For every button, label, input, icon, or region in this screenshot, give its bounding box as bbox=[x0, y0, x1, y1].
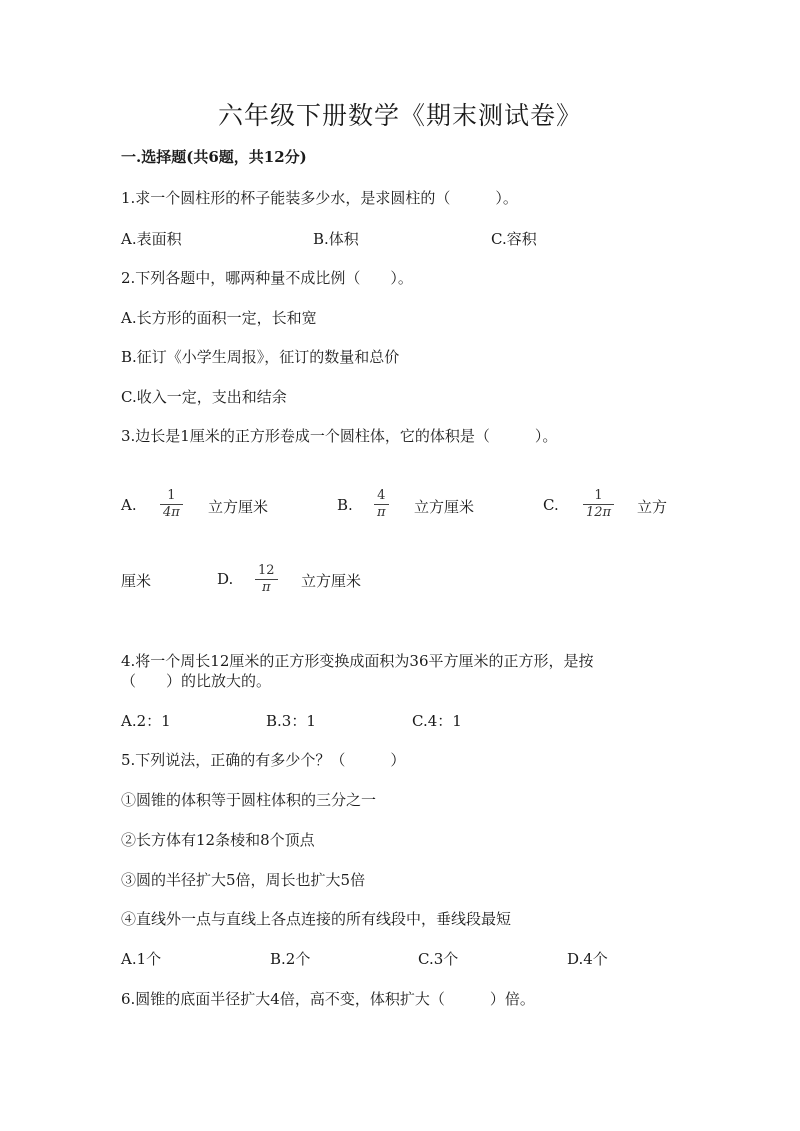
question-5-statement-1: ①圆锥的体积等于圆柱体积的三分之一 bbox=[121, 791, 377, 809]
question-4-stem-line-1: 4.将一个周长12厘米的正方形变换成面积为36平方厘米的正方形，是按 bbox=[121, 652, 594, 670]
question-3-option-d-letter: D. bbox=[217, 570, 234, 588]
question-4-option-a: A.2：1 bbox=[121, 712, 171, 730]
question-3-option-c-fraction bbox=[583, 488, 614, 521]
question-1-option-a: A.表面积 bbox=[121, 230, 182, 248]
fraction-numerator: 1 bbox=[594, 488, 603, 503]
question-5-option-a: A.1个 bbox=[121, 950, 162, 968]
question-1-stem: 1.求一个圆柱形的杯子能装多少水，是求圆柱的（ ）。 bbox=[121, 189, 518, 207]
question-3-option-a-unit: 立方厘米 bbox=[208, 498, 269, 516]
page-title: 六年级下册数学《期末测试卷》 bbox=[217, 101, 582, 130]
question-3-option-c-unit-wrap: 厘米 bbox=[121, 572, 152, 590]
question-3-option-b-unit: 立方厘米 bbox=[414, 498, 475, 516]
question-4-option-b: B.3：1 bbox=[266, 712, 316, 730]
fraction-numerator: 12 bbox=[258, 563, 275, 578]
question-3-stem: 3.边长是1厘米的正方形卷成一个圆柱体，它的体积是（ ）。 bbox=[121, 427, 558, 445]
question-1-option-b: B.体积 bbox=[313, 230, 359, 248]
question-4-stem-line-2: （ ）的比放大的。 bbox=[121, 672, 272, 690]
section-heading: 一.选择题(共6题，共12分) bbox=[121, 148, 307, 166]
fraction-denominator: π bbox=[377, 505, 386, 520]
question-3-option-d-fraction bbox=[255, 563, 278, 596]
question-5-statement-2: ②长方体有12条棱和8个顶点 bbox=[121, 831, 315, 849]
question-3-option-a-letter: A. bbox=[121, 496, 137, 514]
question-5-option-b: B.2个 bbox=[270, 950, 311, 968]
question-5-option-c: C.3个 bbox=[418, 950, 459, 968]
question-2-option-b: B.征订《小学生周报》，征订的数量和总价 bbox=[121, 348, 400, 366]
fraction-denominator: 12π bbox=[586, 505, 612, 520]
question-3-option-c-unit: 立方 bbox=[637, 498, 668, 516]
question-2-option-a: A.长方形的面积一定，长和宽 bbox=[121, 309, 317, 327]
fraction-denominator: 4π bbox=[163, 505, 180, 520]
question-3-option-a-fraction bbox=[160, 488, 183, 521]
fraction-numerator: 4 bbox=[377, 488, 386, 503]
question-3-option-b-letter: B. bbox=[337, 496, 353, 514]
question-5-statement-3: ③圆的半径扩大5倍，周长也扩大5倍 bbox=[121, 871, 366, 889]
question-5-option-d: D.4个 bbox=[567, 950, 608, 968]
question-2-option-c: C.收入一定，支出和结余 bbox=[121, 388, 287, 406]
question-5-statement-4: ④直线外一点与直线上各点连接的所有线段中，垂线段最短 bbox=[121, 910, 512, 928]
question-3-option-c-letter: C. bbox=[543, 496, 559, 514]
question-5-stem: 5.下列说法，正确的有多少个？（ ） bbox=[121, 751, 406, 769]
fraction-denominator: π bbox=[262, 580, 271, 595]
question-3-option-b-fraction bbox=[374, 488, 389, 521]
question-2-stem: 2.下列各题中，哪两种量不成比例（ ）。 bbox=[121, 269, 413, 287]
question-4-option-c: C.4：1 bbox=[412, 712, 462, 730]
fraction-numerator: 1 bbox=[167, 488, 176, 503]
question-1-option-c: C.容积 bbox=[491, 230, 537, 248]
question-3-option-d-unit: 立方厘米 bbox=[301, 572, 362, 590]
question-6-stem: 6.圆锥的底面半径扩大4倍，高不变，体积扩大（ ）倍。 bbox=[121, 990, 535, 1008]
